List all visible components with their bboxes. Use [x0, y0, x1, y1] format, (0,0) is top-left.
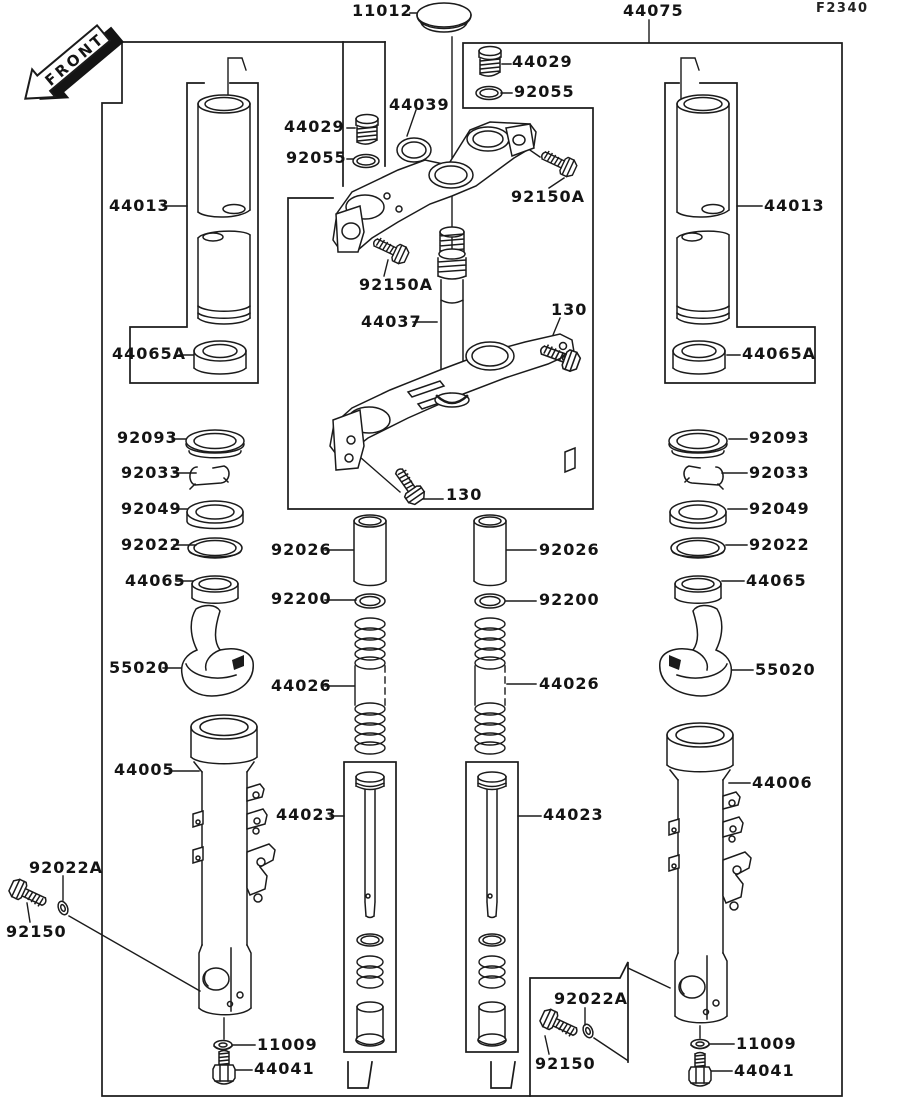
label-44075: 44075 [623, 1, 684, 20]
label-44029-right: 44029 [512, 52, 573, 71]
label-92033-left: 92033 [121, 463, 182, 482]
label-92026-right: 92026 [539, 540, 600, 559]
label-44006: 44006 [752, 773, 813, 792]
label-92150a-right: 92150A [511, 187, 586, 206]
label-92022-left: 92022 [121, 535, 182, 554]
label-92200-right: 92200 [539, 590, 600, 609]
label-44041-right: 44041 [734, 1061, 795, 1080]
label-92150-mid: 92150 [535, 1054, 596, 1073]
label-92200-left: 92200 [271, 589, 332, 608]
label-92033-right: 92033 [749, 463, 810, 482]
label-92026-left: 92026 [271, 540, 332, 559]
label-92022a-mid: 92022A [554, 989, 629, 1008]
label-44065-left: 44065 [125, 571, 186, 590]
front-arrow-label: FRONT [41, 29, 109, 90]
label-44026-left: 44026 [271, 676, 332, 695]
label-92049-left: 92049 [121, 499, 182, 518]
label-44065-right: 44065 [746, 571, 807, 590]
label-130-bottom: 130 [446, 485, 483, 504]
label-44039: 44039 [389, 95, 450, 114]
label-55020-right: 55020 [755, 660, 816, 679]
label-92055-right: 92055 [514, 82, 575, 101]
label-92150-left: 92150 [6, 922, 67, 941]
label-44065a-left: 44065A [112, 344, 187, 363]
label-44005: 44005 [114, 760, 175, 779]
label-92093-left: 92093 [117, 428, 178, 447]
label-11009-left: 11009 [257, 1035, 318, 1054]
label-92093-right: 92093 [749, 428, 810, 447]
label-11009-right: 11009 [736, 1034, 797, 1053]
label-92022a-left: 92022A [29, 858, 104, 877]
label-44023-left: 44023 [276, 805, 337, 824]
label-fiche-code: F2340 [816, 1, 869, 16]
label-44029-left: 44029 [284, 117, 345, 136]
label-130-right: 130 [551, 300, 588, 319]
label-92022-right: 92022 [749, 535, 810, 554]
label-44023-right: 44023 [543, 805, 604, 824]
label-44037: 44037 [361, 312, 422, 331]
label-44065a-right: 44065A [742, 344, 817, 363]
label-44013-right: 44013 [764, 196, 825, 215]
label-44041-left: 44041 [254, 1059, 315, 1078]
label-44026-right: 44026 [539, 674, 600, 693]
label-92049-right: 92049 [749, 499, 810, 518]
label-55020-left: 55020 [109, 658, 170, 677]
label-92150a-left: 92150A [359, 275, 434, 294]
label-92055-left: 92055 [286, 148, 347, 167]
label-44013-left: 44013 [109, 196, 170, 215]
label-11012: 11012 [352, 1, 413, 20]
